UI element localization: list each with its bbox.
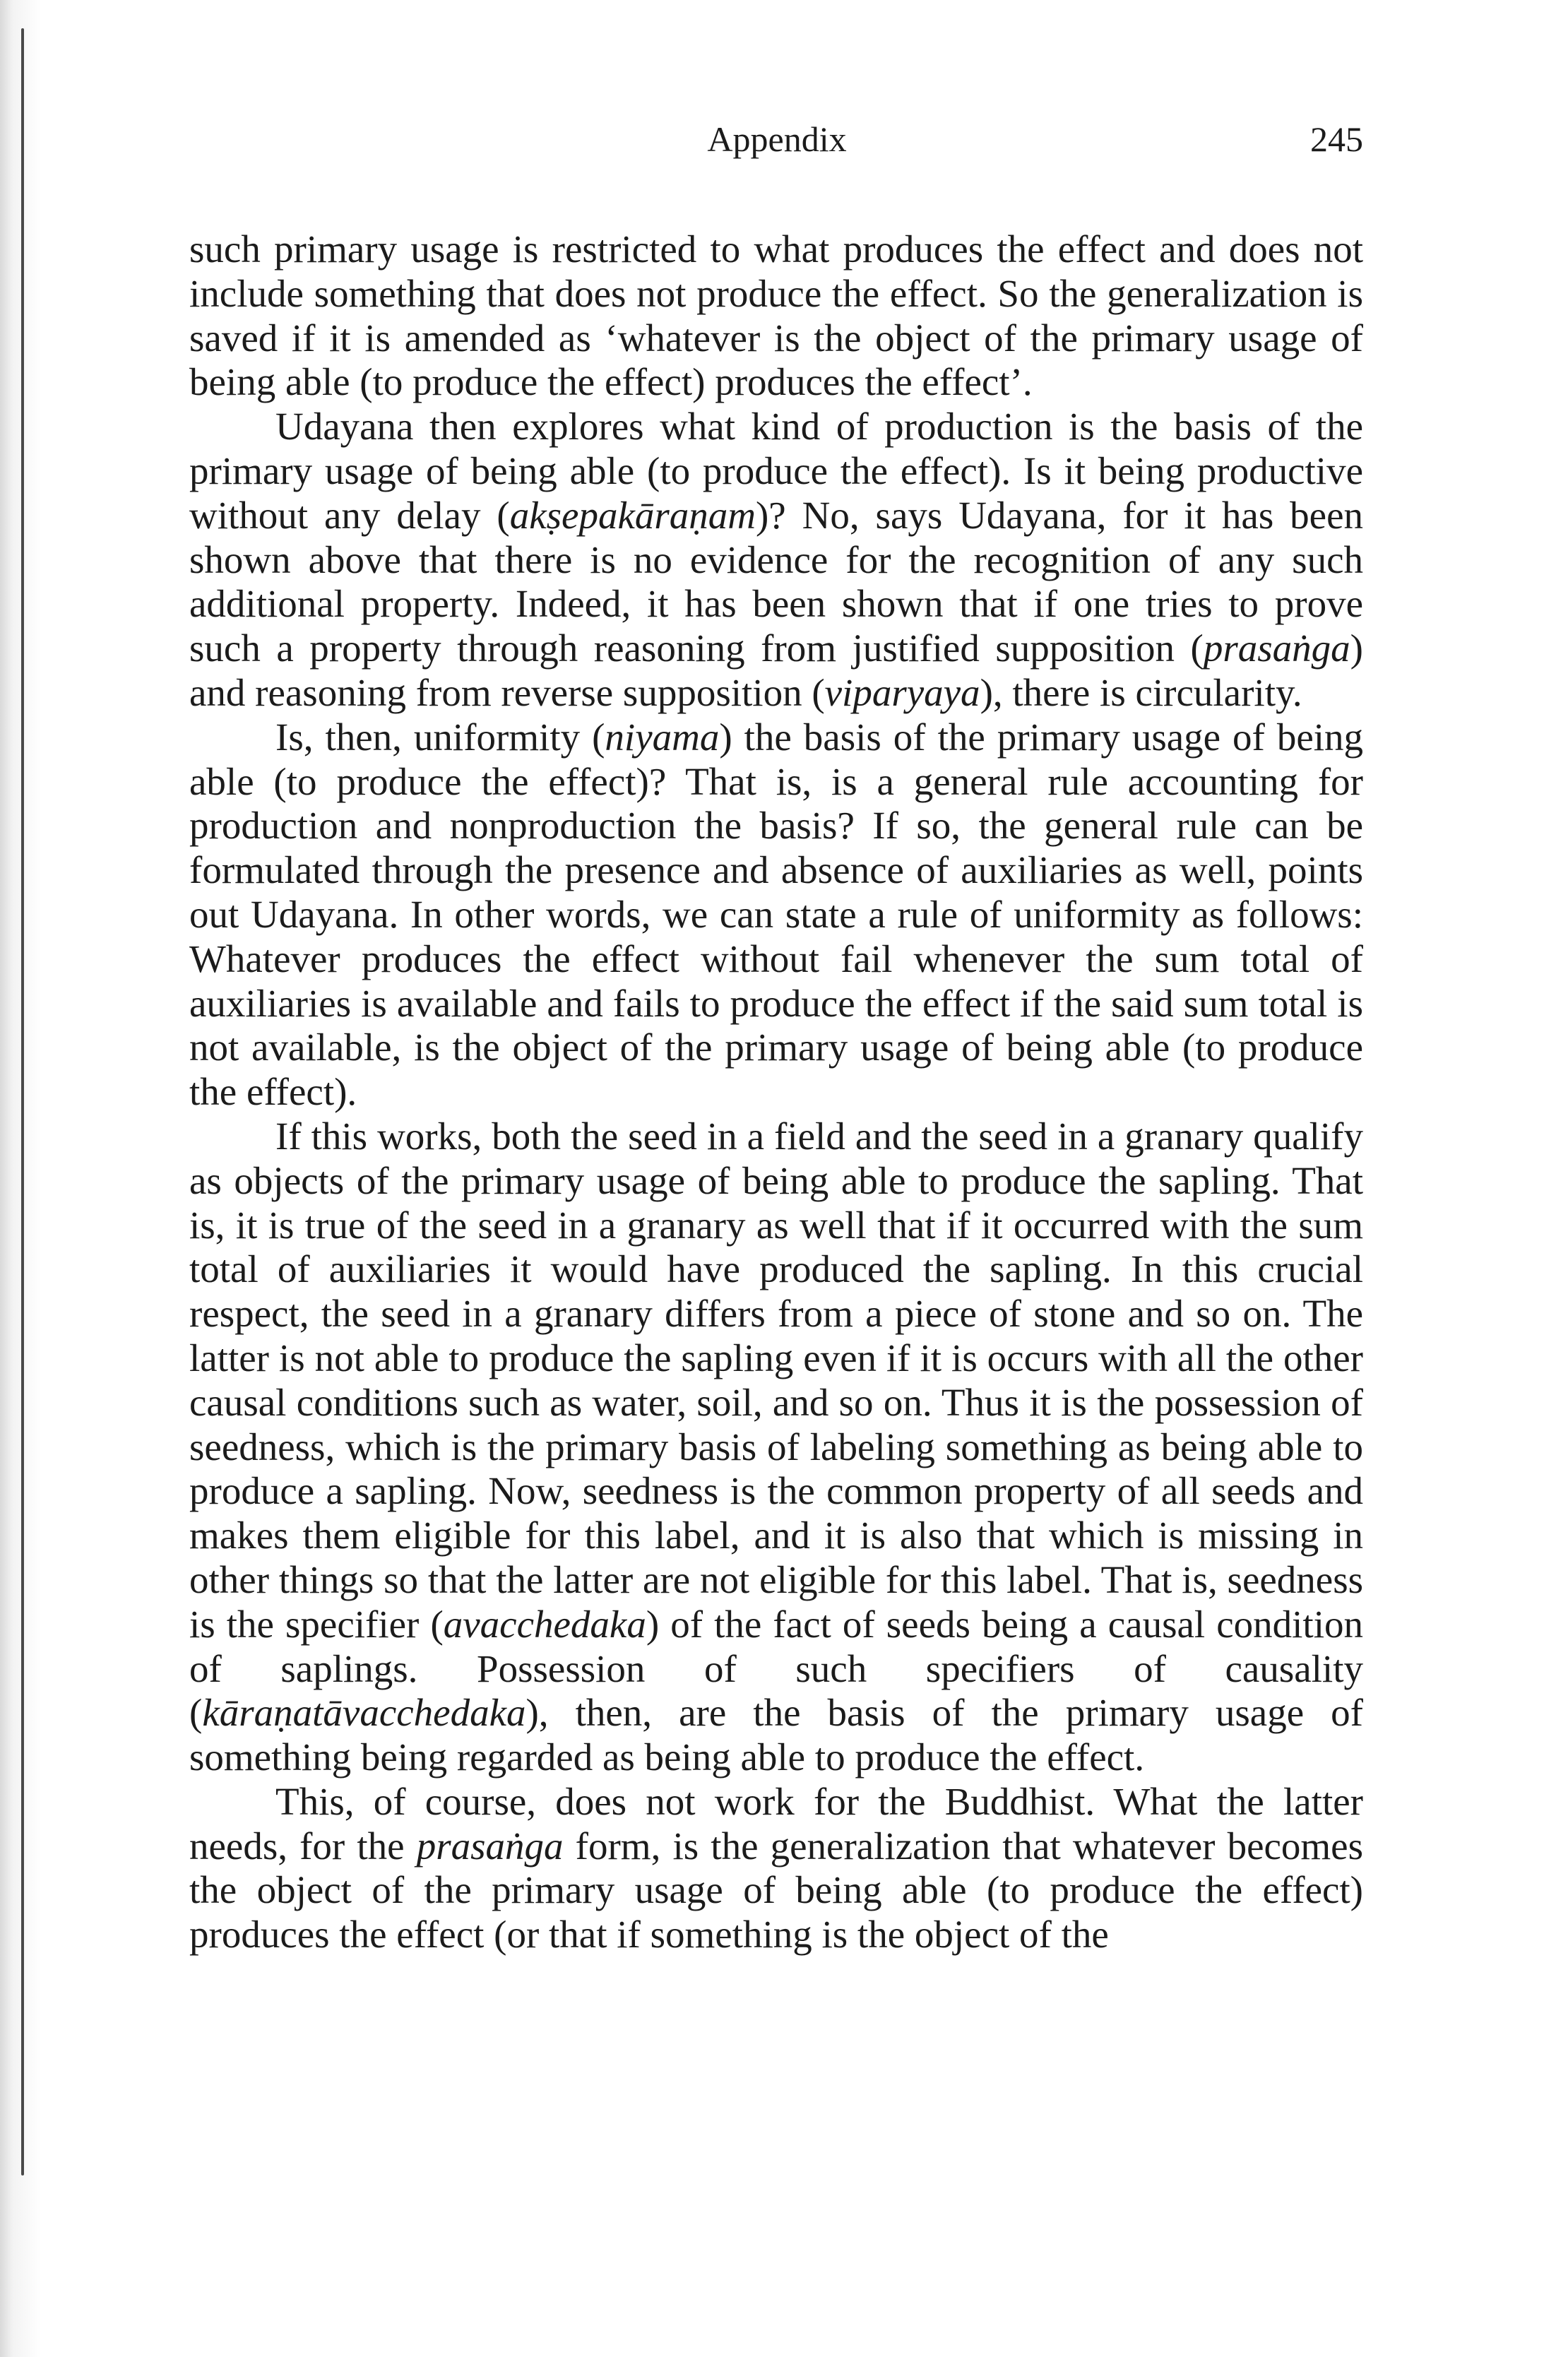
paragraph [189, 227, 1363, 405]
text-segment: form, is the generalization that whatever becomes the object of the primary usage of being able (to produce the effect) produces the effect (or that if something is the object of the [189, 1824, 1363, 1957]
page-edge-shadow [0, 0, 41, 2357]
italic-term: kāraṇatāvacchedaka [202, 1691, 526, 1735]
running-header [191, 119, 1363, 168]
italic-term: prasaṅga [1203, 627, 1350, 670]
text-segment: such primary usage is restricted to what produces the effect and does not include something that does not produce the effect. So the generalization is saved if it is amended as ‘whatever is the object of the primary usage of being able (to produce the effect) produces the effect’. [189, 227, 1363, 404]
text-segment: This, of course, does not work for the Buddhist. What the latter needs, for the [189, 1779, 1363, 1868]
text-segment: )? No, says Udayana, for it has been shown above that there is no evidence for the recognition of any such additional property. Indeed, it has been shown that if one tries to prove such a property through reasoning from justified supposition ( [189, 493, 1363, 670]
paragraph [189, 1115, 1363, 1780]
binding-edge-line [21, 28, 24, 2175]
text-segment: ) the basis of the primary usage of being able (to produce the effect)? That is, is a general rule accounting for production and nonproduction the basis? If so, the general rule can be formulated through the presence and absence of auxiliaries as well, points out Udayana. In other words, we can state a rule of uniformity as follows: Whatever produces the effect without fail whenever the sum total of auxiliaries is available and fails to produce the effect if the said sum total is not available, is the object of the primary usage of being able (to produce the effect). [189, 715, 1364, 1114]
text-segment: ) and reasoning from reverse supposition ( [189, 627, 1363, 714]
paragraph [189, 1780, 1363, 1957]
italic-term: niyama [605, 715, 720, 759]
body-text [189, 227, 1363, 1957]
text-segment: Udayana then explores what kind of production is the basis of the primary usage of being able (to produce the effect). Is it being productive without any delay ( [189, 405, 1363, 537]
text-segment: ), then, are the basis of the primary usage of something being regarded as being able to produce the effect. [189, 1691, 1363, 1779]
paragraph [189, 716, 1363, 1115]
page-number: 245 [1310, 119, 1363, 159]
italic-term: akṣepakāraṇam [509, 493, 756, 537]
text-segment: Is, then, uniformity ( [275, 715, 605, 759]
italic-term: viparyaya [824, 670, 980, 714]
paragraph [189, 405, 1363, 716]
text-segment: ), there is circularity. [980, 670, 1302, 714]
italic-term: avacchedaka [443, 1602, 646, 1646]
running-title: Appendix [707, 119, 847, 159]
italic-term: prasaṅga [416, 1824, 564, 1868]
text-segment: ) of the fact of seeds being a causal condition of saplings. Possession of such specifiers of causality ( [189, 1602, 1363, 1735]
text-segment: If this works, both the seed in a field and the seed in a granary qualify as objects of the primary usage of being able to produce the sapling. That is, it is true of the seed in a granary as well that if it occurred with the sum total of auxiliaries it would have produced the sapling. In this crucial respect, the seed in a granary differs from a piece of stone and so on. The latter is not able to produce the sapling even if it is occurs with all the other causal conditions such as water, soil, and so on. Thus it is the possession of seedness, which is the primary basis of labeling something as being able to produce a sapling. Now, seedness is the common property of all seeds and makes them eligible for this label, and it is also that which is missing in other things so that the latter are not eligible for this label. That is, seedness is the specifier ( [189, 1114, 1363, 1646]
